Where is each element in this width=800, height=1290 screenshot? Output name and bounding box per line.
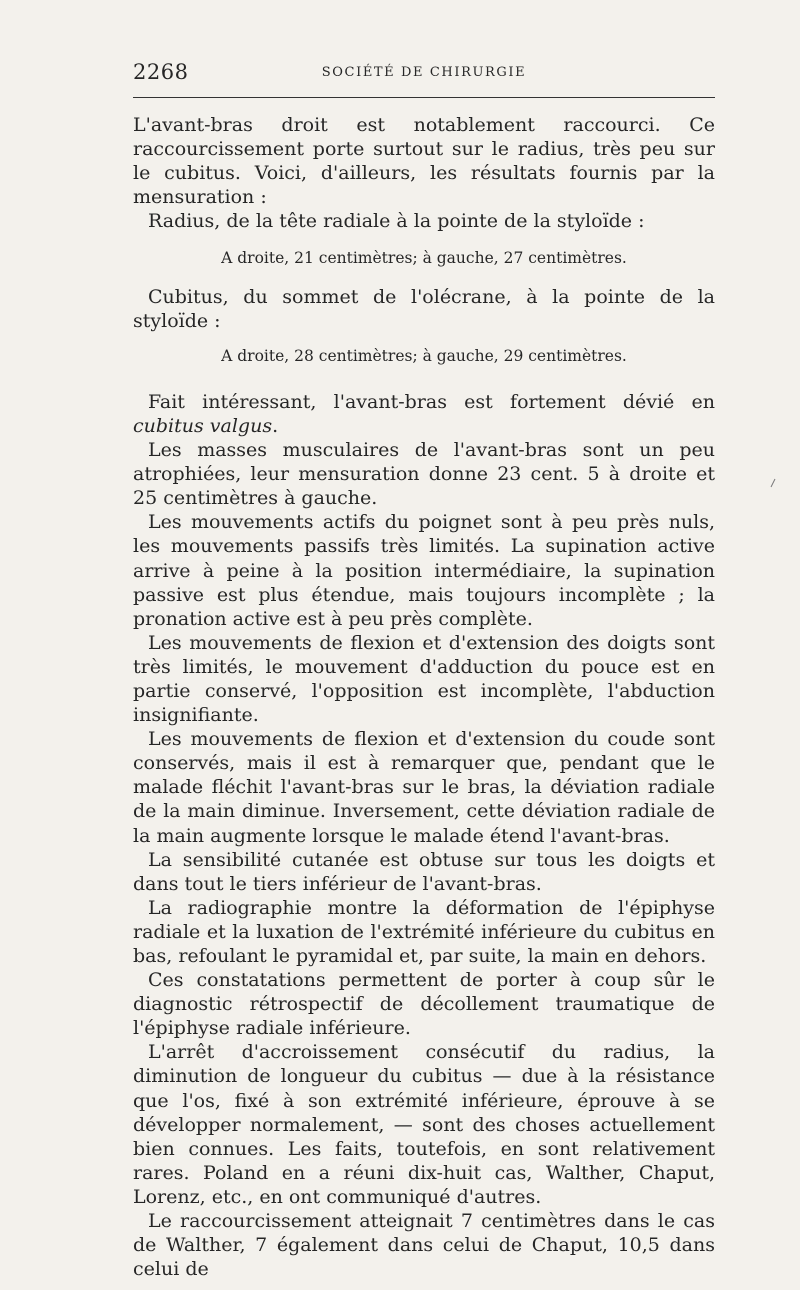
- paragraph-deviation-italic: cubitus valgus: [133, 414, 273, 437]
- paragraph-radius-heading: Radius, de la tête radiale à la pointe de la styloïde :: [148, 210, 645, 233]
- paragraph-muscles: Les masses musculaires de l'avant-bras sont un peu atrophiées, leur mensuration donne 23 cent. 5 à droite et 25 centimètres à gauche.: [133, 439, 715, 510]
- paragraph-wrist-movements: Les mouvements actifs du poignet sont à peu près nuls, les mouvements passifs très limités. La supination active arrive à peine à la position intermédiaire, la supination passive est plus étendue, mais toujours incomplète ; la pronation active est à peu près complète.: [133, 511, 715, 630]
- margin-mark-icon: [770, 478, 776, 488]
- paragraph-deviation-end: .: [272, 414, 279, 437]
- header-rule: [133, 97, 715, 98]
- paragraph-deviation: [133, 390, 715, 438]
- paragraph-radiography: La radiographie montre la déformation de l'épiphyse radiale et la luxation de l'extrémité inférieure du cubitus en bas, refoulant le pyramidal et, par suite, la main en dehors.: [133, 896, 715, 967]
- page-number: 2268: [133, 60, 189, 84]
- paragraph-cubitus-heading: Cubitus, du sommet de l'olécrane, à la pointe de la styloïde :: [133, 285, 715, 332]
- page-body: [133, 113, 715, 1281]
- paragraph-intro: L'avant-bras droit est notablement raccourci. Ce raccourcissement porte surtout sur le radius, très peu sur le cubitus. Voici, d'ailleurs, les résultats fournis par la mensuration :: [133, 114, 715, 209]
- page-header: [133, 60, 715, 84]
- paragraph-diagnosis: Ces constatations permettent de porter à coup sûr le diagnostic rétrospectif de décollement traumatique de l'épiphyse radiale inférieure.: [133, 969, 715, 1040]
- paragraph-elbow-movements: Les mouvements de flexion et d'extension du coude sont conservés, mais il est à remarquer que, pendant que le malade fléchit l'avant-bras sur le bras, la déviation radiale de la main diminue. Inversement, cette déviation radiale de la main augmente lorsque le malade étend l'avant-bras.: [133, 728, 715, 847]
- cubitus-measurement: A droite, 28 centimètres; à gauche, 29 centimètres.: [221, 346, 627, 365]
- running-title: SOCIÉTÉ DE CHIRURGIE: [321, 65, 527, 80]
- radius-measurement: A droite, 21 centimètres; à gauche, 27 centimètres.: [221, 249, 627, 268]
- paragraph-sensibility: La sensibilité cutanée est obtuse sur tous les doigts et dans tout le tiers inférieur de l'avant-bras.: [133, 848, 715, 895]
- paragraph-finger-movements: Les mouvements de flexion et d'extension des doigts sont très limités, le mouvement d'adduction du pouce est en partie conservé, l'opposition est incomplète, l'abduction insignifiante.: [133, 631, 715, 727]
- paragraph-deviation-text: Fait intéressant, l'avant-bras est fortement dévié en: [148, 390, 715, 413]
- paragraph-shortening: Le raccourcissement atteignait 7 centimètres dans le cas de Walther, 7 également dans celui de Chaput, 10,5 dans celui de: [133, 1210, 715, 1281]
- paragraph-growth-arrest: L'arrêt d'accroissement consécutif du radius, la diminution de longueur du cubitus — due à la résistance que l'os, fixé à son extrémité inférieure, éprouve à se développer normalement, — sont des choses actuellement bien connues. Les faits, toutefois, en sont relativement rares. Poland en a réuni dix-huit cas, Walther, Chaput, Lorenz, etc., en ont communiqué d'autres.: [133, 1041, 715, 1208]
